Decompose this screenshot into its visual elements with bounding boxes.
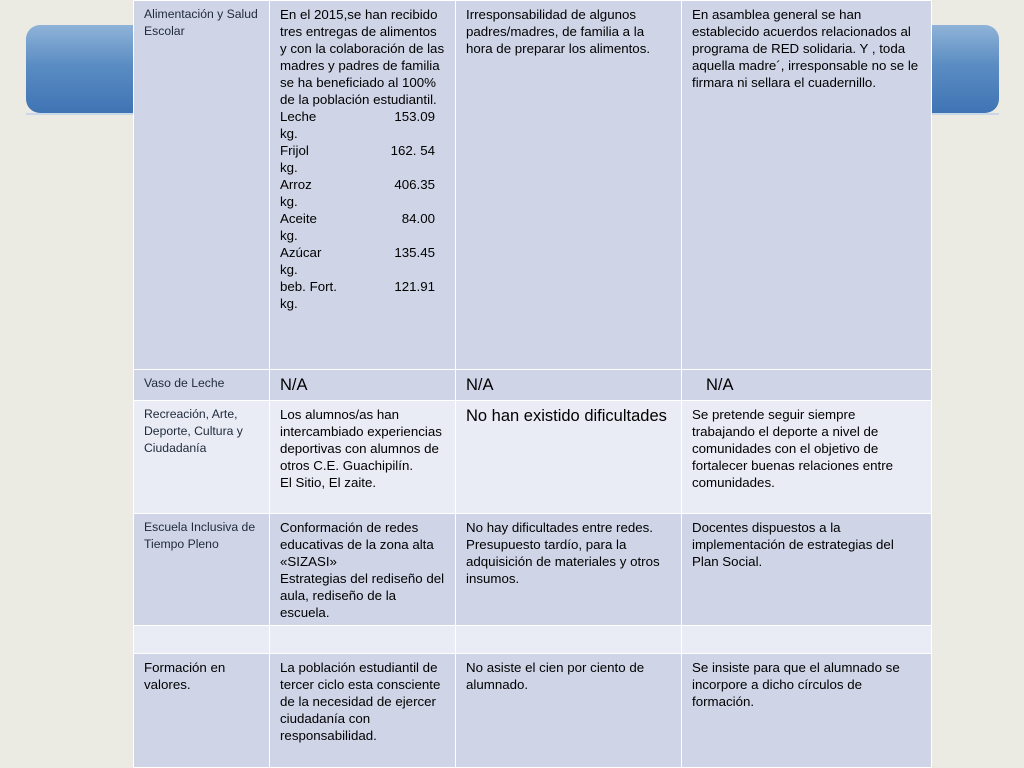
table-row-escuela-inclusiva: [134, 514, 932, 626]
food-qty: 406.35: [394, 177, 435, 192]
logros-cell: La población estudiantil de tercer ciclo esta consciente de la necesidad de ejercer ciudadanía con responsabilidad.: [270, 654, 456, 768]
food-unit: kg.: [280, 126, 298, 141]
table-row-recreacion: [134, 401, 932, 514]
category-cell: Escuela Inclusiva de Tiempo Pleno: [134, 514, 270, 626]
category-cell: Vaso de Leche: [134, 370, 270, 401]
food-unit: kg.: [280, 194, 298, 209]
food-unit: kg.: [280, 228, 298, 243]
food-qty: 153.09: [394, 109, 435, 124]
acciones-cell: Se pretende seguir siempre trabajando el deporte a nivel de comunidades con el objetivo de fortalecer buenas relaciones entre comunidades.: [682, 401, 932, 514]
food-unit: kg.: [280, 160, 298, 175]
dificultades-cell: No asiste el cien por ciento de alumnado.: [456, 654, 682, 768]
table-row-formacion: [134, 654, 932, 768]
acciones-cell: Se insiste para que el alumnado se incorpore a dicho círculos de formación.: [682, 654, 932, 768]
food-item: [280, 142, 445, 176]
dificultades-cell: [456, 626, 682, 654]
logros-cell: [270, 1, 456, 370]
acciones-cell: Docentes dispuestos a la implementación de estrategias del Plan Social.: [682, 514, 932, 626]
dificultades-line: No hay dificultades entre redes.: [466, 520, 654, 535]
food-qty: 121.91: [394, 279, 435, 294]
logros-line: Los alumnos/as han intercambiado experiencias deportivas con alumnos de otros C.E. Guachipilín.: [280, 407, 442, 473]
table-row-alimentacion: [134, 1, 932, 370]
logros-text: En el 2015,se han recibido tres entregas de alimentos y con la colaboración de las madres y padres de familia se ha beneficiado al 100% de la población estudiantil.: [280, 7, 445, 107]
dificultades-cell: No han existido dificultades: [456, 401, 682, 514]
category-cell: [134, 626, 270, 654]
food-name: beb. Fort.: [280, 279, 337, 294]
dificultades-cell: [456, 514, 682, 626]
food-item: [280, 210, 445, 244]
food-item: [280, 176, 445, 210]
food-name: Frijol: [280, 143, 309, 158]
logros-line: Conformación de redes educativas de la zona alta «SIZASI»: [280, 520, 434, 569]
logros-cell: N/A: [270, 370, 456, 401]
table-row-empty: [134, 626, 932, 654]
dificultades-cell: Irresponsabilidad de algunos padres/madres, de familia a la hora de preparar los alimentos.: [456, 1, 682, 370]
category-cell: Formación en valores.: [134, 654, 270, 768]
acciones-cell: [682, 626, 932, 654]
acciones-cell: En asamblea general se han establecido acuerdos relacionados al programa de RED solidaria. Y , toda aquella madre´, irresponsable no se le firmara ni sellara el cuadernillo.: [682, 1, 932, 370]
food-name: Leche: [280, 109, 317, 124]
acciones-cell: N/A: [682, 370, 932, 401]
food-item: [280, 278, 445, 312]
category-cell: Recreación, Arte, Deporte, Cultura y Ciudadanía: [134, 401, 270, 514]
food-name: Arroz: [280, 177, 312, 192]
food-unit: kg.: [280, 296, 298, 311]
logros-cell: [270, 401, 456, 514]
logros-line: El Sitio, El zaite.: [280, 475, 377, 490]
food-unit: kg.: [280, 262, 298, 277]
dificultades-line: Presupuesto tardío, para la adquisición de materiales y otros insumos.: [466, 537, 660, 586]
food-name: Azúcar: [280, 245, 322, 260]
food-qty: 162. 54: [390, 143, 435, 158]
logros-cell: [270, 514, 456, 626]
food-item: [280, 108, 445, 142]
dificultades-cell: N/A: [456, 370, 682, 401]
category-cell: Alimentación y Salud Escolar: [134, 1, 270, 370]
food-name: Aceite: [280, 211, 317, 226]
logros-line: Estrategias del rediseño del aula, rediseño de la escuela.: [280, 571, 445, 620]
food-qty: 84.00: [401, 211, 435, 226]
table-row-vaso-de-leche: [134, 370, 932, 401]
report-table: [133, 0, 932, 768]
food-item: [280, 244, 445, 278]
food-qty: 135.45: [394, 245, 435, 260]
logros-cell: [270, 626, 456, 654]
